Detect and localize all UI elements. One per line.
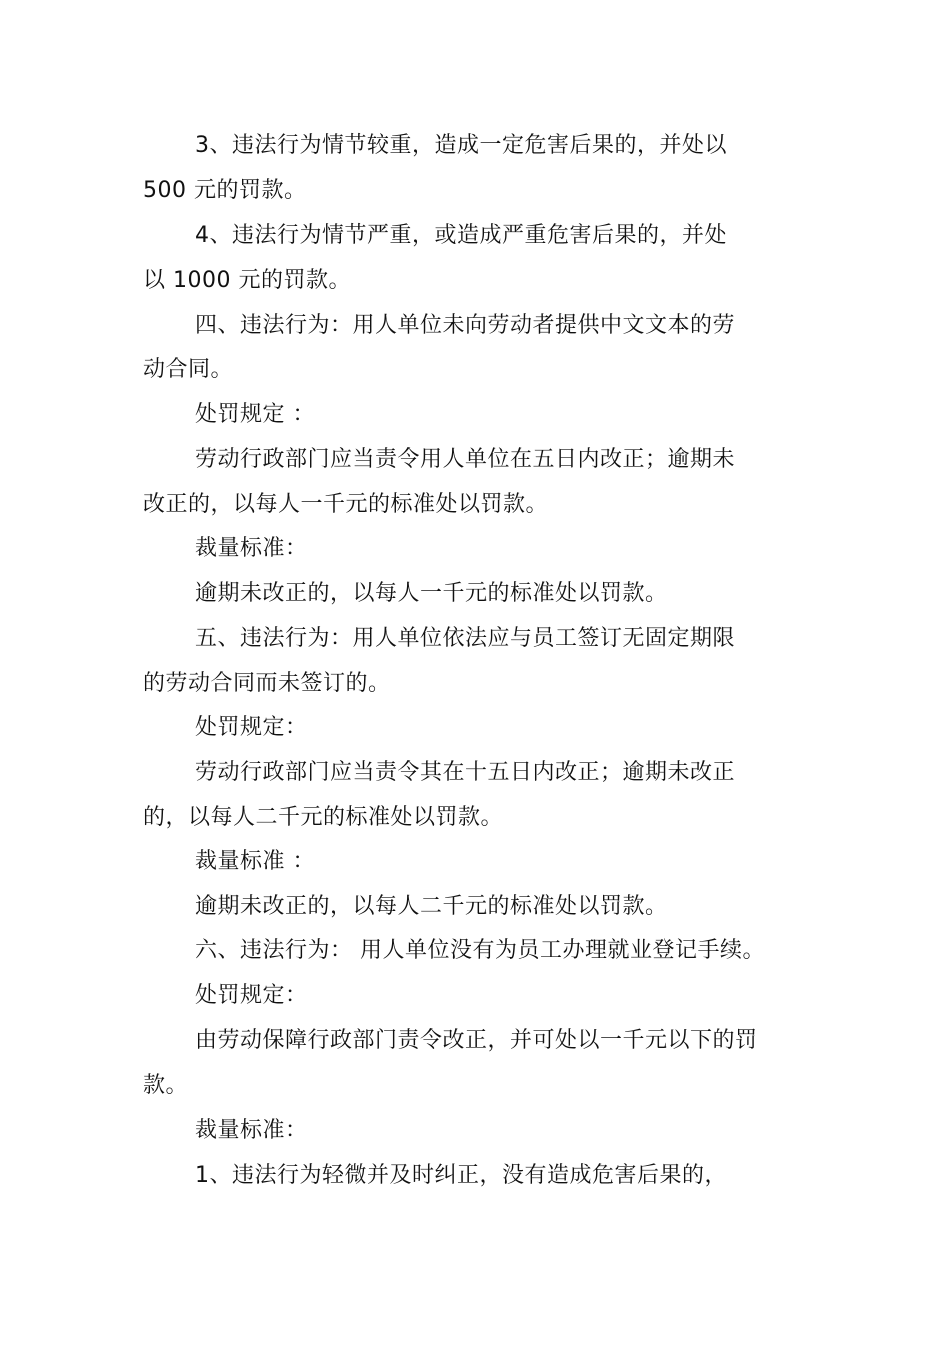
- text-line: 六、违法行为： 用人单位没有为员工办理就业登记手续。: [195, 938, 765, 963]
- text-line: 以 1000 元的罚款。: [143, 268, 351, 293]
- text-line: 由劳动保障行政部门责令改正，并可处以一千元以下的罚: [195, 1028, 758, 1053]
- text-line: 3、违法行为情节较重，造成一定危害后果的，并处以: [195, 133, 727, 158]
- section-heading: 裁量标准：: [195, 536, 308, 561]
- text-line: 动合同。: [143, 357, 234, 382]
- text-line: 劳动行政部门应当责令其在十五日内改正；逾期未改正: [195, 760, 736, 785]
- section-heading: 处罚规定：: [195, 715, 308, 740]
- text-line: 1、违法行为轻微并及时纠正，没有造成危害后果的，: [195, 1163, 727, 1188]
- text-line: 款。: [143, 1073, 189, 1098]
- text-line: 逾期未改正的，以每人二千元的标准处以罚款。: [195, 894, 668, 919]
- section-heading: 裁量标准：: [195, 1118, 308, 1143]
- text-line: 逾期未改正的，以每人一千元的标准处以罚款。: [195, 581, 668, 606]
- section-heading: 裁量标准 ：: [195, 849, 315, 874]
- text-line: 劳动行政部门应当责令用人单位在五日内改正；逾期未: [195, 447, 736, 472]
- text-line: 4、违法行为情节严重，或造成严重危害后果的，并处: [195, 223, 727, 248]
- section-heading: 处罚规定：: [195, 983, 308, 1008]
- text-line: 的劳动合同而未签订的。: [143, 671, 391, 696]
- text-line: 500 元的罚款。: [143, 178, 307, 203]
- text-line: 五、违法行为：用人单位依法应与员工签订无固定期限: [195, 626, 736, 651]
- text-line: 的，以每人二千元的标准处以罚款。: [143, 805, 504, 830]
- text-line: 改正的，以每人一千元的标准处以罚款。: [143, 492, 549, 517]
- text-line: 四、违法行为：用人单位未向劳动者提供中文文本的劳: [195, 313, 736, 338]
- section-heading: 处罚规定 ：: [195, 402, 315, 427]
